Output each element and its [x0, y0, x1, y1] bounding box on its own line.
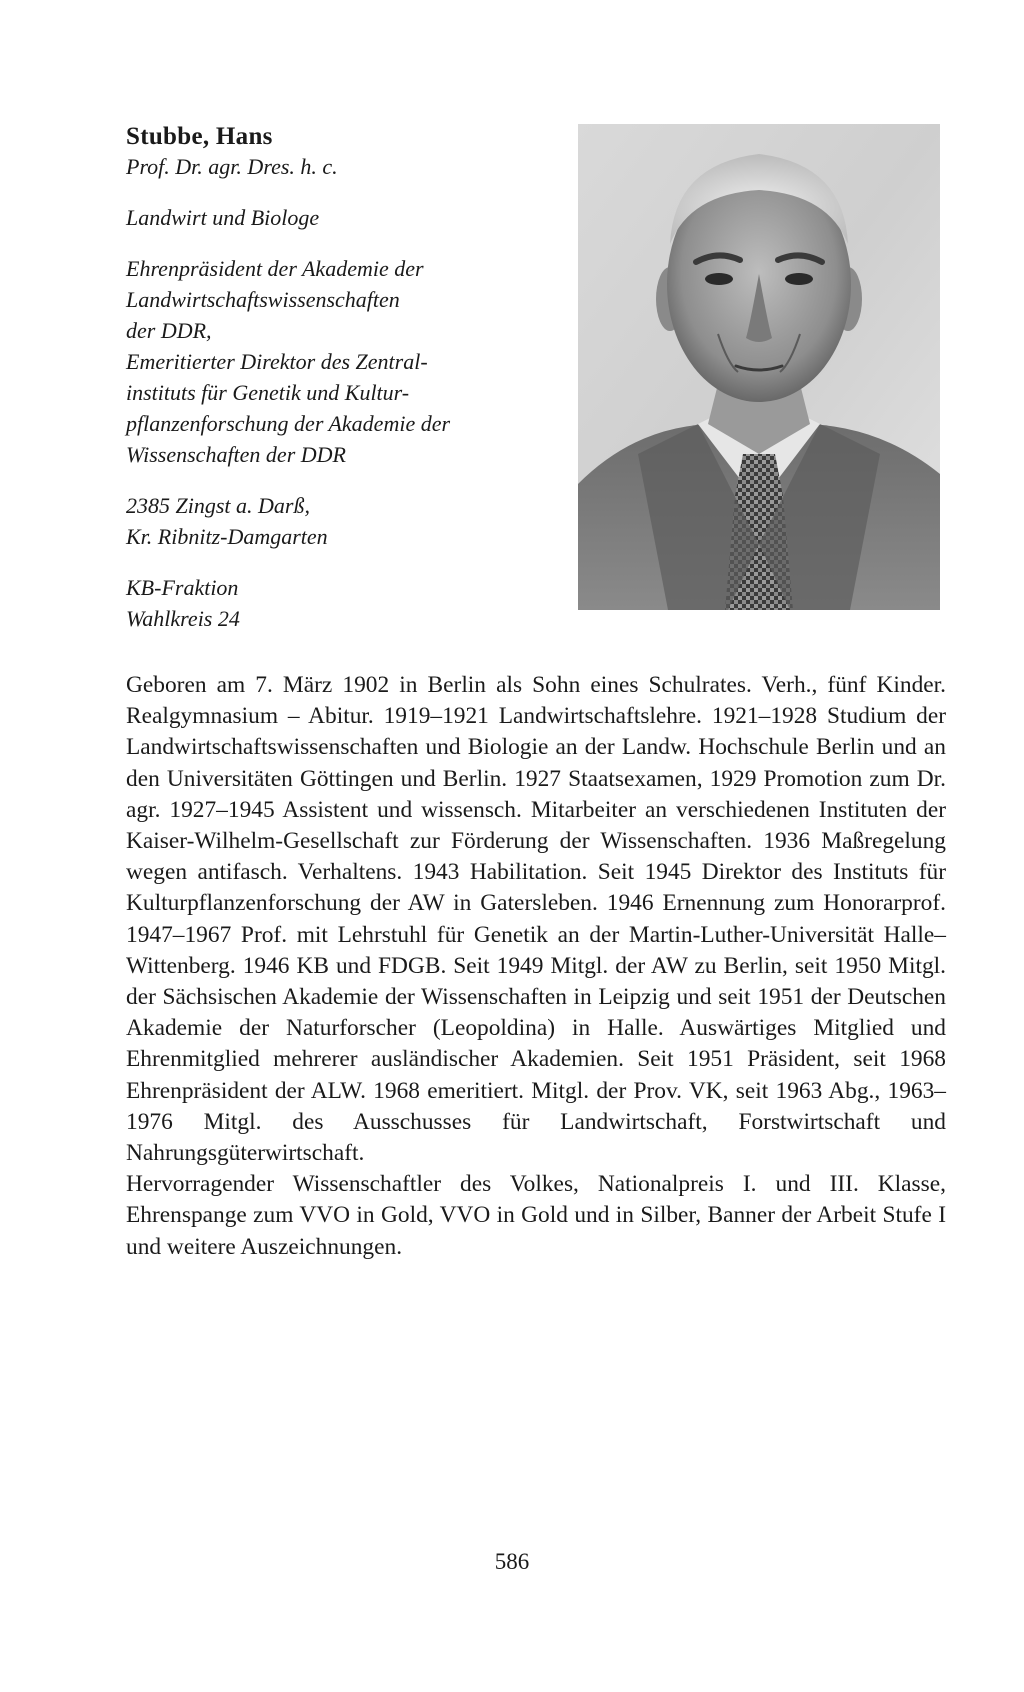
position-line: Landwirtschaftswissenschaften [126, 287, 400, 312]
constituency-line: Wahlkreis 24 [126, 606, 240, 631]
entry-header [126, 122, 556, 634]
address-block [126, 490, 556, 552]
position-line: instituts für Genetik und Kultur- [126, 380, 410, 405]
academic-title: Prof. Dr. agr. Dres. h. c. [126, 154, 338, 179]
portrait-photo [578, 124, 940, 610]
biography-paragraph: Hervorragender Wissenschaftler des Volkes, Nationalpreis I. und III. Klasse, Ehrenspange zum VVO in Gold, VVO in Gold und in Silber, Banner der Arbeit Stufe I und weitere Auszeichnungen. [126, 1171, 946, 1260]
address-line: Kr. Ribnitz-Damgarten [126, 524, 328, 549]
position-line: Ehrenpräsident der Akademie der [126, 256, 424, 281]
position-line: der DDR, [126, 318, 212, 343]
biography [126, 670, 946, 1263]
faction-line: KB-Fraktion [126, 575, 239, 600]
position-line: Wissenschaften der DDR [126, 442, 346, 467]
faction-block [126, 572, 556, 634]
positions-list [126, 253, 556, 470]
position-line: Emeritierter Direktor des Zentral- [126, 349, 428, 374]
profession: Landwirt und Biologe [126, 205, 320, 230]
address-line: 2385 Zingst a. Darß, [126, 493, 310, 518]
biography-paragraph: Geboren am 7. März 1902 in Berlin als Sohn eines Schulrates. Verh., fünf Kinder. Realgymnasium – Abitur. 1919–1921 Landwirtschaftslehre. 1921–1928 Studium der Landwirtschaftswissenschaften und Biologie an der Landw. Hochschule Berlin und an den Universitäten Göttingen und Berlin. 1927 Staatsexamen, 1929 Promotion zum Dr. agr. 1927–1945 Assistent und wissensch. Mitarbeiter an verschiedenen Instituten der Kaiser-Wilhelm-Gesellschaft zur Förderung der Wissenschaften. 1936 Maßregelung wegen antifasch. Verhaltens. 1943 Habilitation. Seit 1945 Direktor des Instituts für Kulturpflanzenforschung der AW in Gatersleben. 1946 Ernennung zum Honorarprof. 1947–1967 Prof. mit Lehrstuhl für Genetik an der Martin-Luther-Universität Halle–Wittenberg. 1946 KB und FDGB. Seit 1949 Mitgl. der AW zu Berlin, seit 1950 Mitgl. der Sächsischen Akademie der Wissenschaften in Leipzig und seit 1951 der Deutschen Akademie der Naturforscher (Leopoldina) in Halle. Auswärtiges Mitglied und Ehrenmitglied mehrerer ausländischer Akademien. Seit 1951 Präsident, seit 1968 Ehrenpräsident der ALW. 1968 emeritiert. Mitgl. der Prov. VK, seit 1963 Abg., 1963–1976 Mitgl. des Ausschusses für Landwirtschaft, Forstwirtschaft und Nahrungsgüterwirtschaft. [126, 672, 946, 1167]
position-line: pflanzenforschung der Akademie der [126, 411, 451, 436]
person-name: Stubbe, Hans [126, 123, 273, 150]
page-number: 586 [494, 1549, 530, 1574]
